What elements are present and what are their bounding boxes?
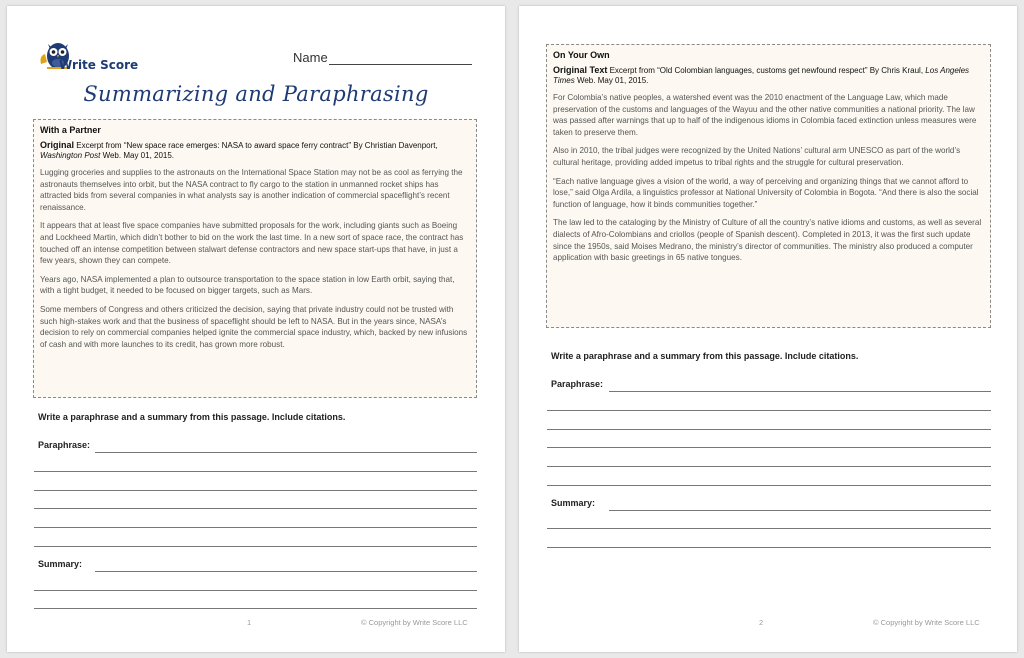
writing-line[interactable]	[34, 590, 477, 591]
writing-line[interactable]	[547, 410, 991, 411]
source-citation	[553, 65, 984, 86]
page-title: Summarizing and Paraphrasing	[83, 82, 429, 106]
writing-line[interactable]	[547, 447, 991, 448]
page-2	[519, 6, 1017, 652]
summary-label: Summary:	[38, 559, 83, 569]
page-number: 2	[759, 618, 764, 627]
source-label: Original	[40, 140, 75, 150]
writing-line[interactable]	[34, 471, 477, 472]
writing-prompt: Write a paraphrase and a summary from this passage. Include citations.	[551, 351, 859, 361]
name-label: Name	[293, 50, 328, 65]
box-heading: With a Partner	[40, 125, 101, 135]
writing-prompt: Write a paraphrase and a summary from this passage. Include citations.	[38, 412, 346, 422]
writing-line[interactable]	[34, 527, 477, 528]
writing-line[interactable]	[547, 547, 991, 548]
source-publication: Los Angeles Times	[553, 66, 970, 85]
paraphrase-label: Paraphrase:	[551, 379, 604, 389]
writing-line[interactable]	[34, 508, 477, 509]
passage-box	[33, 119, 477, 398]
logo-text: Write Score	[59, 58, 139, 72]
passage-paragraph: Some members of Congress and others criticized the decision, saying that private industry could not be trusted with such high-stakes work and that the business of spaceflight should be left to NASA. But in the years since, NASA’s decision to rely on commercial companies helped ignite the commercial space industry, which, backed by new infusions of cash and with more launches to its credit, has grown more robust.	[40, 304, 468, 349]
writing-line[interactable]	[609, 391, 991, 392]
passage-box	[546, 44, 991, 328]
writing-line[interactable]	[547, 466, 991, 467]
source-citation	[40, 140, 470, 161]
writing-line[interactable]	[547, 528, 991, 529]
writing-line[interactable]	[547, 485, 991, 486]
passage-paragraph: The law led to the cataloging by the Ministry of Culture of all the country’s native idioms and customs, as well as several dialects of Afro-Colombians and criollos (people of Spanish descent). Completed in 2013, it was the first such update since the 1950s, said Moises Medrano, the ministry’s director of communities. The ministry also produced a computer application with basic greetings in 65 native tongues.	[553, 218, 982, 263]
writing-line[interactable]	[95, 452, 477, 453]
source-prefix: Excerpt from “New space race emerges: NASA to award space ferry contract” By Christian Davenport,	[76, 141, 438, 150]
writing-line[interactable]	[34, 546, 477, 547]
source-publication: Washington Post	[40, 151, 101, 160]
page-1	[7, 6, 505, 652]
passage-paragraph: “Each native language gives a vision of the world, a way of perceiving and organizing things that we cannot afford to lose,” said Olga Ardila, a linguistics professor at National University of Colombia in Bogota. “And there is also the social function of language, how it binds communities together.”	[553, 176, 979, 209]
summary-label: Summary:	[551, 498, 596, 508]
box-heading: On Your Own	[553, 50, 610, 60]
copyright-text: © Copyright by Write Score LLC	[873, 618, 980, 627]
passage-paragraph: It appears that at least five space companies have submitted proposals for the work, including giants such as Boeing and Lockheed Martin, which didn’t bother to bid on the work the last time. In a new sort of space race, the contract has touched off an intense competition between stalwart defense contractors and new space start-ups that have, in just a few years, shown they can compete.	[40, 221, 464, 266]
paraphrase-label: Paraphrase:	[38, 440, 91, 450]
source-label: Original Text	[553, 65, 608, 75]
source-date: Web. May 01, 2015.	[102, 151, 175, 160]
writing-line[interactable]	[609, 510, 991, 511]
copyright-text: © Copyright by Write Score LLC	[361, 618, 468, 627]
page-number: 1	[247, 618, 252, 627]
writing-line[interactable]	[547, 429, 991, 430]
write-score-logo	[37, 36, 147, 80]
passage-paragraph: For Colombia’s native peoples, a watershed event was the 2010 enactment of the Language Law, which made preservation of the customs and languages of the Wayuu and the other native communities a national priority. The law was passed after warnings that up to half of the indigenous idioms in Colombia faced extinction unless measures were taken to preserve them.	[553, 93, 977, 137]
writing-line[interactable]	[34, 490, 477, 491]
passage-paragraph: Years ago, NASA implemented a plan to outsource transportation to the space station in low Earth orbit, saying that, with a tight budget, it needed to be focused on bigger targets, such as Mars.	[40, 274, 455, 296]
passage-paragraph: Also in 2010, the tribal judges were recognized by the United Nations’ cultural arm UNESCO as part of the world’s cultural heritage, providing added impetus to tribal rights and the struggle for cultural preservation.	[553, 146, 961, 167]
writing-line[interactable]	[34, 608, 477, 609]
writing-line[interactable]	[95, 571, 477, 572]
source-date: Web. May 01, 2015.	[576, 76, 649, 85]
passage-paragraph: Lugging groceries and supplies to the astronauts on the International Space Station may not be as cool as ferrying the astronauts themselves into orbit, but the NASA contract to fly cargo to the station in unmanned rocket ships has attracted bids from several companies in what analysts say is another indication of commercial spaceflight’s recent renaissance.	[40, 168, 463, 212]
source-prefix: Excerpt from “Old Colombian languages, customs get newfound respect” By Chris Kraul,	[609, 66, 924, 75]
name-line[interactable]	[329, 64, 472, 65]
